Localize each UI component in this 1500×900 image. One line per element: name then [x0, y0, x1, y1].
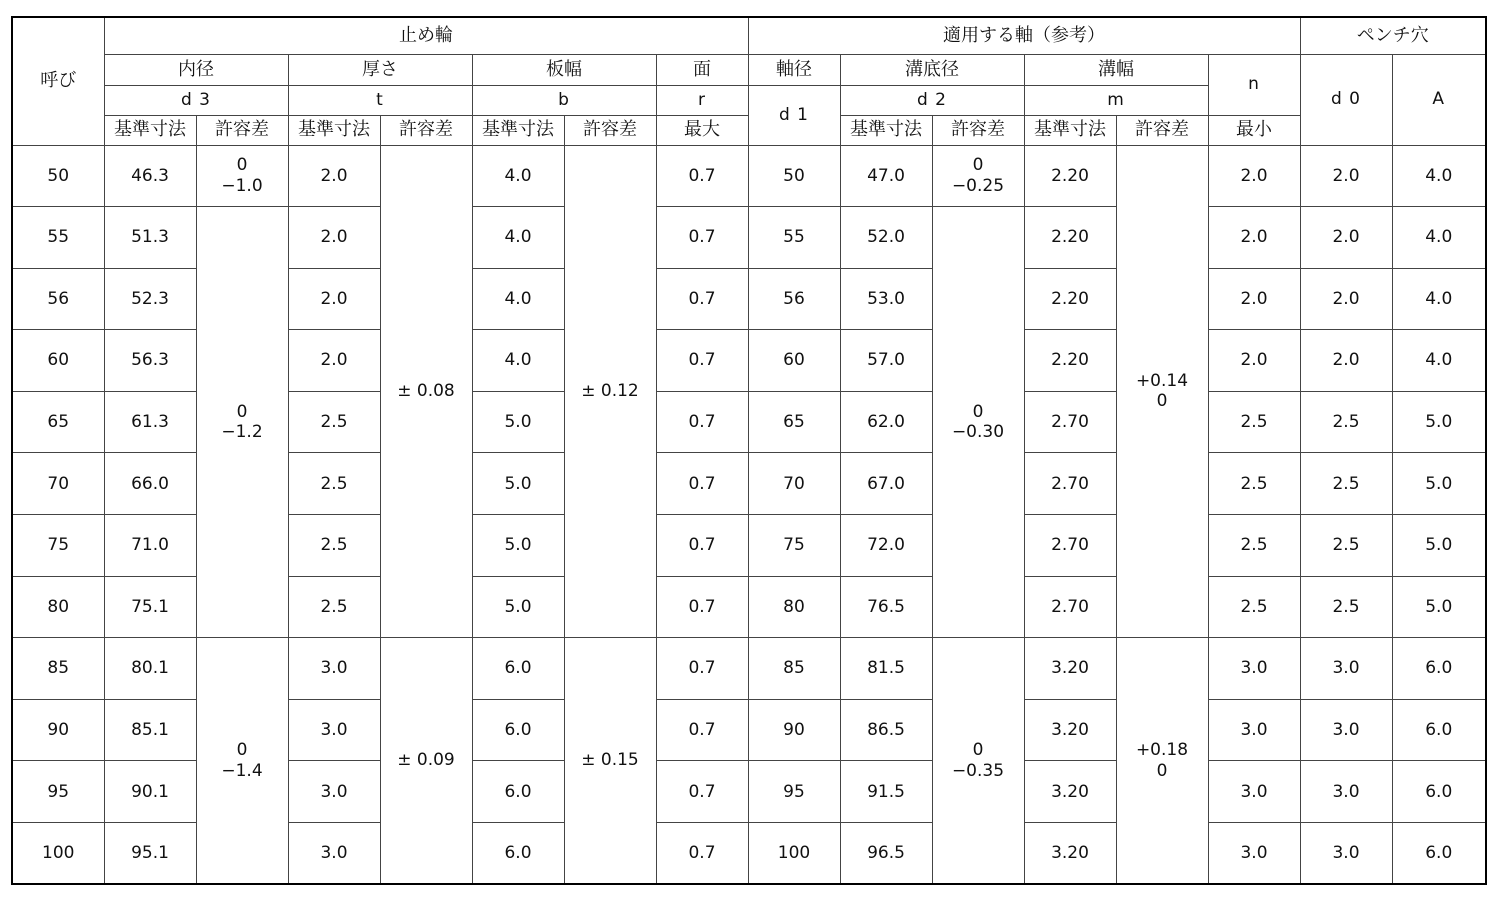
header-group-shaft: 適用する軸（参考） [748, 17, 1300, 54]
retaining-ring-spec-table [11, 16, 1487, 885]
header-n: n [1208, 54, 1300, 115]
cell-m: 2.70 [1024, 391, 1116, 453]
cell-A: 6.0 [1392, 761, 1486, 823]
cell-d1: 70 [748, 453, 840, 515]
cell-d1: 100 [748, 823, 840, 885]
cell-A: 6.0 [1392, 638, 1486, 700]
cell-t: 2.5 [288, 453, 380, 515]
cell-d3: 66.0 [104, 453, 196, 515]
cell-d0: 3.0 [1300, 761, 1392, 823]
cell-b: 6.0 [472, 761, 564, 823]
cell-d1: 50 [748, 145, 840, 207]
tolerance-lower: −1.2 [221, 422, 263, 443]
tolerance-t: ± 0.08 [380, 145, 472, 638]
cell-n: 3.0 [1208, 823, 1300, 885]
cell-nominal: 80 [12, 576, 104, 638]
tolerance-upper: 0 [236, 740, 248, 761]
subheader-basic: 基準寸法 [840, 115, 932, 145]
cell-m: 3.20 [1024, 761, 1116, 823]
cell-b: 6.0 [472, 823, 564, 885]
cell-b: 5.0 [472, 515, 564, 577]
cell-d0: 2.0 [1300, 268, 1392, 330]
cell-nominal: 55 [12, 207, 104, 269]
tolerance-m [1116, 638, 1208, 884]
cell-nominal: 75 [12, 515, 104, 577]
cell-d3: 90.1 [104, 761, 196, 823]
cell-nominal: 85 [12, 638, 104, 700]
cell-m: 3.20 [1024, 823, 1116, 885]
cell-t: 3.0 [288, 823, 380, 885]
tolerance-d2 [932, 638, 1024, 884]
cell-r: 0.7 [656, 699, 748, 761]
cell-A: 4.0 [1392, 268, 1486, 330]
cell-A: 4.0 [1392, 207, 1486, 269]
cell-d2: 57.0 [840, 330, 932, 392]
cell-d0: 2.0 [1300, 145, 1392, 207]
cell-d3: 52.3 [104, 268, 196, 330]
cell-d0: 3.0 [1300, 638, 1392, 700]
cell-r: 0.7 [656, 515, 748, 577]
cell-m: 2.20 [1024, 330, 1116, 392]
table-row [12, 145, 1486, 207]
cell-d1: 90 [748, 699, 840, 761]
header-inner-dia: 内径 [104, 54, 288, 85]
cell-r: 0.7 [656, 823, 748, 885]
cell-d3: 46.3 [104, 145, 196, 207]
tolerance-lower: −0.35 [951, 760, 1005, 781]
cell-d1: 95 [748, 761, 840, 823]
cell-d3: 95.1 [104, 823, 196, 885]
cell-t: 3.0 [288, 761, 380, 823]
cell-r: 0.7 [656, 453, 748, 515]
cell-r: 0.7 [656, 761, 748, 823]
tolerance-d2 [932, 207, 1024, 638]
cell-nominal: 56 [12, 268, 104, 330]
cell-n: 2.0 [1208, 145, 1300, 207]
cell-d2: 47.0 [840, 145, 932, 207]
cell-m: 3.20 [1024, 699, 1116, 761]
cell-b: 6.0 [472, 638, 564, 700]
cell-m: 2.70 [1024, 453, 1116, 515]
header-thickness: 厚さ [288, 54, 472, 85]
cell-d3: 61.3 [104, 391, 196, 453]
tolerance-b: ± 0.12 [564, 145, 656, 638]
tolerance-upper: 0 [236, 155, 248, 176]
subheader-basic: 基準寸法 [288, 115, 380, 145]
cell-m: 3.20 [1024, 638, 1116, 700]
symbol-r: r [656, 85, 748, 115]
cell-d1: 55 [748, 207, 840, 269]
cell-d1: 56 [748, 268, 840, 330]
cell-r: 0.7 [656, 268, 748, 330]
table-row [12, 638, 1486, 700]
cell-d3: 80.1 [104, 638, 196, 700]
header-A: A [1392, 54, 1486, 145]
subheader-tolerance: 許容差 [564, 115, 656, 145]
cell-d2: 96.5 [840, 823, 932, 885]
cell-nominal: 95 [12, 761, 104, 823]
cell-r: 0.7 [656, 638, 748, 700]
cell-d3: 71.0 [104, 515, 196, 577]
tolerance-upper: 0 [972, 401, 984, 422]
symbol-b: b [472, 85, 656, 115]
cell-d1: 80 [748, 576, 840, 638]
cell-d1: 85 [748, 638, 840, 700]
cell-r: 0.7 [656, 207, 748, 269]
cell-n: 2.0 [1208, 207, 1300, 269]
tolerance-upper: +0.14 [1135, 370, 1189, 391]
cell-r: 0.7 [656, 145, 748, 207]
tolerance-upper: 0 [236, 401, 248, 422]
cell-n: 2.5 [1208, 515, 1300, 577]
header-shaft-dia: 軸径 [748, 54, 840, 85]
tolerance-upper: 0 [972, 155, 984, 176]
cell-d0: 2.5 [1300, 453, 1392, 515]
header-chamfer: 面 [656, 54, 748, 85]
cell-m: 2.20 [1024, 145, 1116, 207]
symbol-d3: d 3 [104, 85, 288, 115]
cell-A: 6.0 [1392, 823, 1486, 885]
cell-A: 6.0 [1392, 699, 1486, 761]
cell-d1: 75 [748, 515, 840, 577]
subheader-tolerance: 許容差 [1116, 115, 1208, 145]
tolerance-upper: 0 [972, 740, 984, 761]
cell-d0: 2.0 [1300, 330, 1392, 392]
cell-n: 2.5 [1208, 576, 1300, 638]
cell-d2: 72.0 [840, 515, 932, 577]
cell-d2: 91.5 [840, 761, 932, 823]
cell-d0: 3.0 [1300, 823, 1392, 885]
cell-t: 3.0 [288, 638, 380, 700]
tolerance-lower: 0 [1156, 760, 1168, 781]
subheader-tolerance: 許容差 [380, 115, 472, 145]
cell-nominal: 60 [12, 330, 104, 392]
tolerance-lower: −1.4 [221, 760, 263, 781]
cell-A: 4.0 [1392, 330, 1486, 392]
cell-d0: 3.0 [1300, 699, 1392, 761]
cell-t: 2.5 [288, 576, 380, 638]
subheader-min: 最小 [1208, 115, 1300, 145]
cell-d1: 65 [748, 391, 840, 453]
header-groove-dia: 溝底径 [840, 54, 1024, 85]
cell-d0: 2.5 [1300, 576, 1392, 638]
cell-A: 5.0 [1392, 453, 1486, 515]
cell-nominal: 50 [12, 145, 104, 207]
subheader-basic: 基準寸法 [472, 115, 564, 145]
cell-d0: 2.5 [1300, 515, 1392, 577]
tolerance-d3 [196, 638, 288, 884]
cell-d2: 81.5 [840, 638, 932, 700]
header-row-groups [12, 17, 1486, 54]
symbol-d1: d 1 [748, 85, 840, 145]
cell-m: 2.20 [1024, 268, 1116, 330]
cell-t: 2.0 [288, 207, 380, 269]
tolerance-d2 [932, 145, 1024, 207]
cell-d2: 76.5 [840, 576, 932, 638]
symbol-t: t [288, 85, 472, 115]
cell-nominal: 70 [12, 453, 104, 515]
tolerance-d3 [196, 145, 288, 207]
cell-n: 2.5 [1208, 391, 1300, 453]
cell-n: 3.0 [1208, 638, 1300, 700]
cell-A: 5.0 [1392, 515, 1486, 577]
tolerance-lower: 0 [1156, 391, 1168, 412]
cell-A: 4.0 [1392, 145, 1486, 207]
subheader-max: 最大 [656, 115, 748, 145]
cell-d3: 51.3 [104, 207, 196, 269]
cell-t: 2.0 [288, 268, 380, 330]
cell-t: 2.0 [288, 330, 380, 392]
cell-m: 2.70 [1024, 515, 1116, 577]
cell-n: 3.0 [1208, 761, 1300, 823]
symbol-d2: d 2 [840, 85, 1024, 115]
header-groove-width: 溝幅 [1024, 54, 1208, 85]
header-nominal: 呼び [12, 17, 104, 145]
cell-d3: 56.3 [104, 330, 196, 392]
cell-d0: 2.5 [1300, 391, 1392, 453]
cell-nominal: 100 [12, 823, 104, 885]
cell-nominal: 65 [12, 391, 104, 453]
subheader-basic: 基準寸法 [104, 115, 196, 145]
tolerance-d3 [196, 207, 288, 638]
tolerance-lower: −0.25 [951, 175, 1005, 196]
tolerance-b: ± 0.15 [564, 638, 656, 884]
cell-t: 3.0 [288, 699, 380, 761]
cell-n: 2.0 [1208, 268, 1300, 330]
cell-d3: 85.1 [104, 699, 196, 761]
cell-d0: 2.0 [1300, 207, 1392, 269]
cell-r: 0.7 [656, 330, 748, 392]
subheader-tolerance: 許容差 [932, 115, 1024, 145]
cell-t: 2.5 [288, 391, 380, 453]
subheader-tolerance: 許容差 [196, 115, 288, 145]
cell-b: 6.0 [472, 699, 564, 761]
header-row-names [12, 54, 1486, 85]
tolerance-m [1116, 145, 1208, 638]
cell-b: 4.0 [472, 207, 564, 269]
header-width: 板幅 [472, 54, 656, 85]
tolerance-lower: −1.0 [221, 175, 263, 196]
tolerance-t: ± 0.09 [380, 638, 472, 884]
cell-r: 0.7 [656, 391, 748, 453]
cell-n: 2.5 [1208, 453, 1300, 515]
cell-d2: 52.0 [840, 207, 932, 269]
header-group-plier: ペンチ穴 [1300, 17, 1486, 54]
cell-n: 2.0 [1208, 330, 1300, 392]
cell-b: 5.0 [472, 576, 564, 638]
cell-m: 2.20 [1024, 207, 1116, 269]
table-row [12, 207, 1486, 269]
cell-d2: 86.5 [840, 699, 932, 761]
header-d0: d 0 [1300, 54, 1392, 145]
cell-nominal: 90 [12, 699, 104, 761]
tolerance-lower: −0.30 [951, 422, 1005, 443]
cell-r: 0.7 [656, 576, 748, 638]
cell-t: 2.0 [288, 145, 380, 207]
symbol-m: m [1024, 85, 1208, 115]
cell-t: 2.5 [288, 515, 380, 577]
cell-d2: 62.0 [840, 391, 932, 453]
cell-A: 5.0 [1392, 391, 1486, 453]
cell-b: 4.0 [472, 145, 564, 207]
header-group-ring: 止め輪 [104, 17, 748, 54]
cell-d2: 67.0 [840, 453, 932, 515]
cell-n: 3.0 [1208, 699, 1300, 761]
subheader-basic: 基準寸法 [1024, 115, 1116, 145]
cell-b: 5.0 [472, 453, 564, 515]
cell-A: 5.0 [1392, 576, 1486, 638]
cell-d3: 75.1 [104, 576, 196, 638]
cell-b: 4.0 [472, 330, 564, 392]
cell-b: 4.0 [472, 268, 564, 330]
cell-d1: 60 [748, 330, 840, 392]
cell-b: 5.0 [472, 391, 564, 453]
tolerance-upper: +0.18 [1135, 740, 1189, 761]
cell-m: 2.70 [1024, 576, 1116, 638]
cell-d2: 53.0 [840, 268, 932, 330]
